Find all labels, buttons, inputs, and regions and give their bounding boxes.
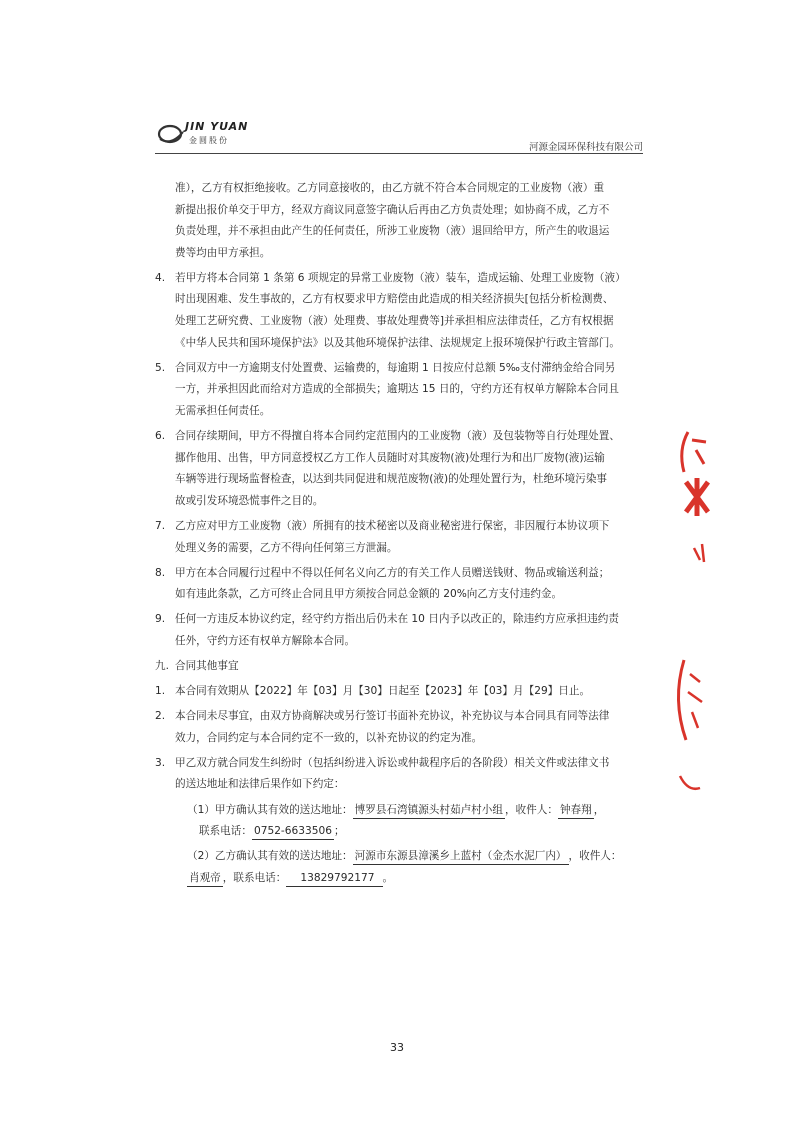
text-line: 费等均由甲方承担。 (175, 246, 271, 259)
text-line: 故或引发环境恐慌事件之目的。 (175, 494, 324, 507)
other-item-2 (155, 706, 645, 749)
clause-item-7 (155, 516, 645, 559)
phone-value: 0752-6633506 (252, 824, 334, 840)
text-line: 任外，守约方还有权单方解除本合同。 (175, 634, 356, 647)
red-seal-stamp-fragment (640, 420, 710, 820)
text-line: 准），乙方有权拒绝接收。乙方同意接收的，由乙方就不符合本合同规定的工业废物（液）重 (175, 182, 605, 194)
company-name: 河源金园环保科技有限公司 (528, 142, 643, 153)
page-header (155, 118, 643, 154)
text-line: 《中华人民共和国环境保护法》以及其他环境保护法律、法规规定上报环境保护行政主管部门。 (175, 336, 620, 349)
punctuation: ； (333, 825, 345, 838)
text-line: 合同存续期间，甲方不得擅自将本合同约定范围内的工业废物（液）及包装物等自行处理处置、 (175, 430, 620, 443)
party-b-address (155, 846, 645, 868)
text-line: 效力，合同约定与本合同约定不一致的，以补充协议的约定为准。 (175, 731, 483, 744)
text-line: 任何一方违反本协议约定，经守约方指出后仍未在 10 日内予以改正的，除违约方应承担违约责 (175, 613, 619, 626)
page-number: 33 (390, 1041, 404, 1054)
section-number: 九. (155, 659, 169, 672)
text-line: 合同双方中一方逾期支付处置费、运输费的，每逾期 1 日按应付总额 5‰支付滞纳金给合同另 (175, 361, 616, 374)
clause-item-4 (155, 268, 645, 354)
receiver-value: 钟春翔 (558, 803, 594, 819)
clause-number: 1. (155, 685, 166, 698)
logo-swoosh-icon (157, 122, 185, 146)
clause-number: 2. (155, 710, 166, 723)
section-heading (155, 656, 645, 678)
clause-item-6 (155, 426, 645, 512)
text-line: 若甲方将本合同第 1 条第 6 项规定的异常工业废物（液）装车，造成运输、处理工业废物（液） (175, 271, 626, 284)
continued-paragraph (155, 178, 645, 264)
other-item-3 (155, 753, 645, 796)
logo-chinese-text: 金圆股份 (189, 136, 229, 145)
logo-english-text: JIN YUAN (185, 120, 249, 133)
punctuation: ， (593, 803, 605, 816)
text-line: 车辆等进行现场监督检查，以达到共同促进和规范废物(液)的处理处置行为，杜绝环境污染事 (175, 473, 608, 486)
text-line: 如有违此条款，乙方可终止合同且甲方须按合同总金额的 20%向乙方支付违约金。 (175, 588, 563, 601)
punctuation: 。 (382, 871, 394, 884)
clause-number: 5. (155, 361, 166, 374)
text-line: 处理工艺研究费、工业废物（液）处理费、事故处理费等]并承担相应法律责任，乙方有权根据 (175, 315, 614, 328)
company-logo (155, 118, 275, 150)
receiver-value: 肖观帝 (187, 871, 223, 887)
text-line: 甲方在本合同履行过程中不得以任何名义向乙方的有关工作人员赠送钱财、物品或输送利益； (175, 566, 610, 579)
party-a-address (155, 800, 645, 822)
text-line: 本合同有效期从【2022】年【03】月【30】日起至【2023】年【03】月【29】日止。 (175, 685, 591, 698)
header-divider (155, 153, 643, 154)
text-line: 新提出报价单交于甲方，经双方商议同意签字确认后再由乙方负责处理；如协商不成，乙方不 (175, 203, 610, 216)
text-line: 无需承担任何责任。 (175, 404, 271, 417)
address-value: 河源市东源县漳溪乡上蓝村（金杰水泥厂内） (353, 849, 569, 865)
phone-label: ，联系电话： (222, 871, 287, 884)
text-line: 乙方应对甲方工业废物（液）所拥有的技术秘密以及商业秘密进行保密，非因履行本协议项下 (175, 519, 610, 532)
other-item-1 (155, 681, 645, 703)
text-line: 本合同未尽事宜，由双方协商解决或另行签订书面补充协议，补充协议与本合同具有同等法律 (175, 710, 610, 723)
address-prefix: （2）乙方确认其有效的送达地址： (187, 850, 353, 863)
clause-number: 6. (155, 430, 166, 443)
address-prefix: （1）甲方确认其有效的送达地址： (187, 803, 353, 816)
phone-label: 联系电话： (199, 825, 252, 838)
text-line: 甲乙双方就合同发生纠纷时（包括纠纷进入诉讼或仲裁程序后的各阶段）相关文件或法律文书 (175, 756, 610, 769)
clause-number: 8. (155, 566, 166, 579)
phone-value: 13829792177 (286, 871, 382, 887)
text-line: 时出现困难、发生事故的，乙方有权要求甲方赔偿由此造成的相关经济损失[包括分析检测费、 (175, 293, 614, 306)
clause-number: 3. (155, 756, 166, 769)
section-title: 合同其他事宜 (175, 659, 239, 672)
clause-item-5 (155, 358, 645, 423)
receiver-label: ，收件人： (568, 850, 622, 863)
text-line: 处理义务的需要，乙方不得向任何第三方泄漏。 (175, 541, 398, 554)
text-line: 负责处理，并不承担由此产生的任何责任，所涉工业废物（液）退回给甲方，所产生的收退运 (175, 225, 610, 238)
party-a-phone (155, 821, 645, 843)
clause-item-8 (155, 563, 645, 606)
clause-number: 7. (155, 519, 166, 532)
text-line: 的送达地址和法律后果作如下约定： (175, 778, 345, 791)
text-line: 一方，并承担因此而给对方造成的全部损失；逾期达 15 日的，守约方还有权单方解除本合同且 (175, 383, 619, 396)
clause-item-9 (155, 609, 645, 652)
text-line: 挪作他用、出售，甲方同意授权乙方工作人员随时对其废物(液)处理行为和出厂废物(液)运输 (175, 451, 605, 464)
receiver-label: ，收件人： (504, 803, 558, 816)
contract-body (155, 178, 645, 889)
clause-number: 4. (155, 271, 166, 284)
party-b-phone (155, 868, 645, 890)
clause-number: 9. (155, 613, 166, 626)
address-value: 博罗县石湾镇源头村茹卢村小组 (353, 803, 505, 819)
